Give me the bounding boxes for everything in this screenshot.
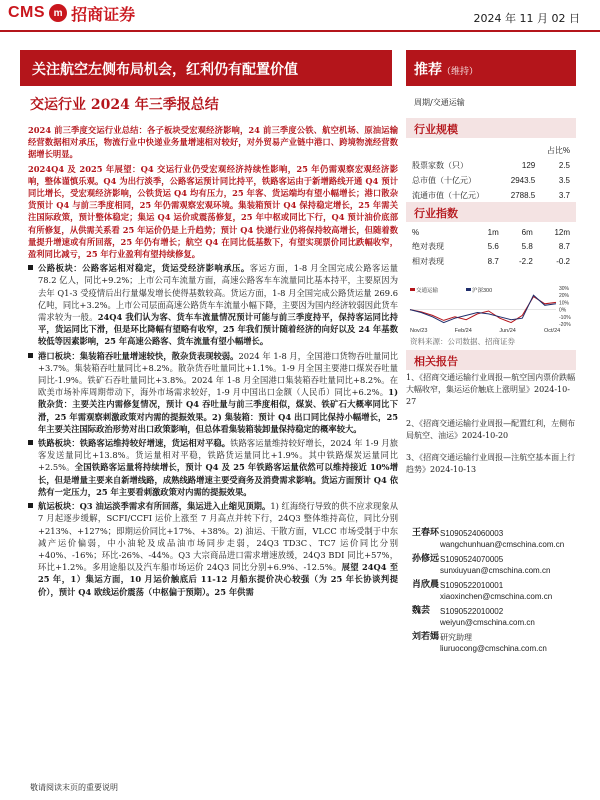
headline-banner: 关注航空左侧布局机会，红利仍有配置价值 — [20, 50, 392, 86]
rating-label: 推荐 — [414, 62, 442, 78]
y-tick-label: 20% — [559, 293, 570, 300]
rating-box — [406, 50, 576, 86]
analyst-name: 肖欣晨 — [412, 580, 440, 590]
scale-name: 总市值（十亿元） — [412, 176, 476, 185]
scale-header: 行业规模 — [406, 118, 576, 138]
index-name: 绝对表现 — [412, 242, 444, 251]
x-tick-label: Jun/24 — [499, 328, 516, 334]
scale-pct: 3.7 — [558, 191, 570, 200]
railway-title: 铁路板块：铁路客运维持较好增速，货运相对平稳。 — [38, 438, 231, 449]
section-port — [28, 350, 398, 435]
series-line-1 — [410, 295, 556, 322]
section-shipping — [28, 500, 398, 598]
scale-name: 流通市值（十亿元） — [412, 191, 484, 200]
related-list — [406, 372, 580, 486]
y-tick-label: 0% — [559, 307, 567, 314]
analyst-row — [412, 632, 564, 643]
chart-source: 资料来源：公司数据、招商证券 — [410, 337, 515, 346]
header-rule — [0, 30, 600, 32]
scale-pct: 2.5 — [558, 161, 570, 170]
rating-sub: （维持） — [442, 67, 479, 77]
list-item[interactable]: 2、《招商交通运输行业周报—配置红利，左侧布局航空、油运》2024-10-20 — [406, 419, 576, 440]
index-col: % — [412, 227, 420, 237]
y-tick-label: -10% — [559, 314, 571, 321]
analyst-email[interactable]: xiaoxinchen@cmschina.com.cn — [440, 592, 553, 601]
logo-cn: 招商证券 — [71, 4, 136, 24]
legend-label: 交通运输 — [416, 288, 439, 294]
x-tick-label: Oct/24 — [544, 328, 561, 334]
index-table — [410, 224, 572, 270]
section-highway — [28, 262, 398, 347]
y-tick-label: 10% — [559, 300, 570, 307]
highway-outlook: 24Q4 我们认为客、货车车流量情况预计可能与前三季度持平，保持客运同比持平，货运同比下滑，但是环比降幅有望略有收窄，25 年我们预计随着经济的向好以及 24 年基数较低等因素影响，25 年高速公路客、货车流量有望小幅增长。 — [38, 312, 398, 347]
main-text — [28, 124, 398, 780]
list-item[interactable]: 3、《招商交通运输行业周报—注航空基本面上行趋势》2024-10-13 — [406, 453, 576, 474]
logo-badge: m — [49, 4, 67, 22]
scale-val: 2788.5 — [510, 191, 536, 200]
analyst-email[interactable]: liuruocong@cmschina.com.cn — [440, 644, 547, 653]
table-row — [412, 174, 570, 187]
legend-swatch — [410, 288, 415, 291]
railway-outlook: 全国铁路客运量将持续增长，预计 Q4 及 25 年铁路客运量依然可以维持接近 10%增长，但是增量主要来自新增线路，成熟线路增速主要受商务及消费需求影响。货运方面预计 Q4 依然有一定压力，25 年主要看刺激政策对内需的提振效果。 — [38, 462, 398, 497]
index-val: 8.7 — [558, 242, 570, 251]
analyst-list — [412, 528, 564, 658]
legend-label: 沪深300 — [472, 288, 493, 294]
port-outlook: 1) 散杂货：主要关注内需修复情况，预计 Q4 吞吐量与前三季度相似，煤炭、铁矿石大概率同比下滑，25 年需观察刺激政策对内需的提振效果。2) 集装箱：预计 Q4 出口同比保持小幅增长，25 年主要关注国际政治形势对出口政策影响，但总体看集装箱装卸量保持稳定的概率较大。 — [38, 387, 398, 434]
railway-body: 铁路客运量维持较好增长，2024 年 1-9 月旅客发送量同比+13.8%。货运量相对平稳，铁路货运量同比+1.9%。其中铁路煤炭运量同比+2.5%。 — [38, 438, 398, 473]
table-row — [412, 159, 570, 172]
analyst-email[interactable]: sunxiuyuan@cmschina.com.cn — [440, 566, 551, 575]
scale-table — [410, 142, 572, 204]
index-col: 12m — [554, 227, 570, 237]
analyst-row — [412, 528, 564, 539]
logo-en: CMS — [8, 4, 46, 21]
x-tick-label: Nov/23 — [410, 328, 428, 334]
shipping-outlook: 展望 24Q4 至 25 年，1）集运方面，10 月运价触底后 11-12 月船东提价决心较强（为 25 年长协谈判提价），预计 Q4 欧线运价震荡（中枢偏于预期）。25 年供需 — [38, 562, 398, 597]
index-val: 5.6 — [487, 242, 499, 251]
highway-body: 客运方面，1-8 月全国完成公路客运量 78.2 亿人，同比+9.2%；上市公司车流量方面，高速公路客车车流量同比基本持平，主要原因为去年 Q1-3 受疫情后出行量爆发增长使得基数较高。货运方面，1-8 月全国完成公路货运量 269.6 亿吨，同比+3.2%。上市公司层面高速公路货车车流量小幅下降，主要因为国内经济较弱因此货车需求较为一般。 — [38, 263, 398, 323]
analyst-name: 刘若嫣 — [412, 632, 440, 642]
table-row — [412, 240, 570, 253]
port-body: 2024 年 1-8 月，全国港口货物吞吐量同比+3.7%。集装箱吞吐量同比+8.2%。散杂货吞吐量同比+1.1%。1-9 月全国主要港口煤炭吞吐量同比-1.9%。铁矿石吞吐量同比+3.8%。2024 年 1-8 月全国港口集装箱吞吐量同比+8.2%。在欧美市场补库周期带动下，海外市场需求较好，1-9 月中国出口金额（人民币）同比+6.2%。 — [38, 350, 398, 398]
scale-val: 129 — [521, 161, 536, 170]
index-col: 6m — [521, 227, 533, 237]
legend-swatch — [466, 288, 471, 291]
analyst-email[interactable]: weiyun@cmschina.com.cn — [440, 618, 535, 627]
index-col: 1m — [487, 227, 499, 237]
report-date: 2024 年 11 月 02 日 — [473, 12, 580, 25]
x-tick-label: Feb/24 — [454, 328, 472, 334]
scale-pct: 3.5 — [558, 176, 570, 185]
analyst-name: 魏芸 — [412, 606, 431, 616]
analyst-id: S1090522010001 — [440, 581, 504, 590]
y-tick-label: -20% — [559, 322, 571, 328]
industry-label: 周期/交通运输 — [414, 98, 465, 107]
analyst-name: 王春环 — [412, 528, 440, 538]
analyst-id: S1090524070005 — [440, 555, 504, 564]
index-val: -0.2 — [556, 257, 570, 266]
intro-summary: 2024 前三季度交运行业总结：各子板块受宏观经济影响，24 前三季度公铁、航空机场、原油运输经营数据相对承压，物流行业中快递业务量增速相对较好，对外贸易产业链中港口、跨境物流经营数据增长明显。 — [28, 125, 398, 160]
index-name: 相对表现 — [412, 257, 444, 266]
section-railway — [28, 437, 398, 498]
list-item[interactable]: 1、《招商交通运输行业周报—航空国内票价跌幅大幅收窄，集运运价触底上涨明显》2024-10-27 — [406, 373, 576, 406]
index-val: 8.7 — [487, 257, 499, 266]
analyst-email[interactable]: wangchunhuan@cmschina.com.cn — [440, 540, 565, 549]
shipping-body: 1) 红海绕行导致的供不应求现象从 7 月起逐步缓解，SCFI/CCFI 运价上涨至 7 月高点并转下行，24Q3 整体维持高位，同比分别+213%、+127%；即期运价同比+17%、+38%。2) 油运、干散方面，VLCC 市场受制于中东减产运价偏弱，中小油轮及成品油市场同步走弱，24Q3 TD3C、TC7 运价同比分别+40%、-16%；环比-26%、-44%。Q3 大宗商品进口需求增速放缓，24Q3 BDI 同比+57%，环比+1.2%。多用途船以及汽车船市场运价 24Q3 同比分别+6.9%、-12.5%。 — [38, 501, 398, 573]
analyst-id: 研究助理 — [440, 633, 472, 642]
port-title: 港口板块：集装箱吞吐量增速较快，散杂货表现较弱。 — [38, 350, 239, 361]
related-header: 相关报告 — [406, 350, 576, 370]
logo — [8, 2, 135, 24]
index-val: 5.8 — [521, 242, 533, 251]
index-chart — [406, 284, 580, 334]
scale-unit: 占比% — [546, 146, 570, 155]
analyst-name: 孙修远 — [412, 554, 440, 564]
analyst-id: S1090522010002 — [440, 607, 504, 616]
highway-title: 公路板块：公路客运相对稳定，货运受经济影响承压。 — [38, 263, 250, 274]
analyst-row — [412, 580, 564, 591]
shipping-title: 航运板块：Q3 油运淡季需求有所回落，集运进入止缩见顶期。 — [38, 501, 271, 512]
y-tick-label: 30% — [559, 286, 570, 292]
report-title: 交运行业 2024 年三季报总结 — [30, 97, 219, 113]
table-row — [412, 189, 570, 202]
table-row — [412, 255, 570, 268]
index-header: 行业指数 — [406, 202, 576, 222]
analyst-row — [412, 554, 564, 565]
intro-outlook: 2024Q4 及 2025 年展望：Q4 交运行业仍受宏观经济持续性影响，25 年仍需观察宏观经济影响，整体谨慎乐观。Q4 为出行淡季，公路客运预计同比持平，铁路客运由于新增路线开通 Q4 预计同比增长，受宏观经济影响，公铁货运 Q4 均有压力，25 年客、货运端均有望小幅增长；港口散杂货预计 Q4 与前三季度相同，25 年仍需观察宏观环境。集装箱预计 Q4 保持稳定增长，25 年需关注国际政策，预计整体稳定；集运 Q4 运价或震荡修复，25 年中枢或同比下行，Q4 预计油价底部有所修复，从供需关系看 25 年运价仍是上升趋势；预计 Q4 快递行业仍将保持较高增长，但随着数量提升增速或有所回落，25 年仍有增长；航空 Q4 在同比低基数下，有望实现票价同比跌幅收窄，盈利同比减亏，25 年行业盈利有望持续修复。 — [28, 163, 398, 260]
scale-name: 股票家数（只） — [412, 161, 468, 170]
footer-note: 敬请阅读末页的重要说明 — [30, 783, 118, 792]
analyst-row — [412, 606, 564, 617]
index-val: -2.2 — [518, 257, 533, 266]
scale-val: 2943.5 — [510, 176, 536, 185]
analyst-id: S1090524060003 — [440, 529, 504, 538]
